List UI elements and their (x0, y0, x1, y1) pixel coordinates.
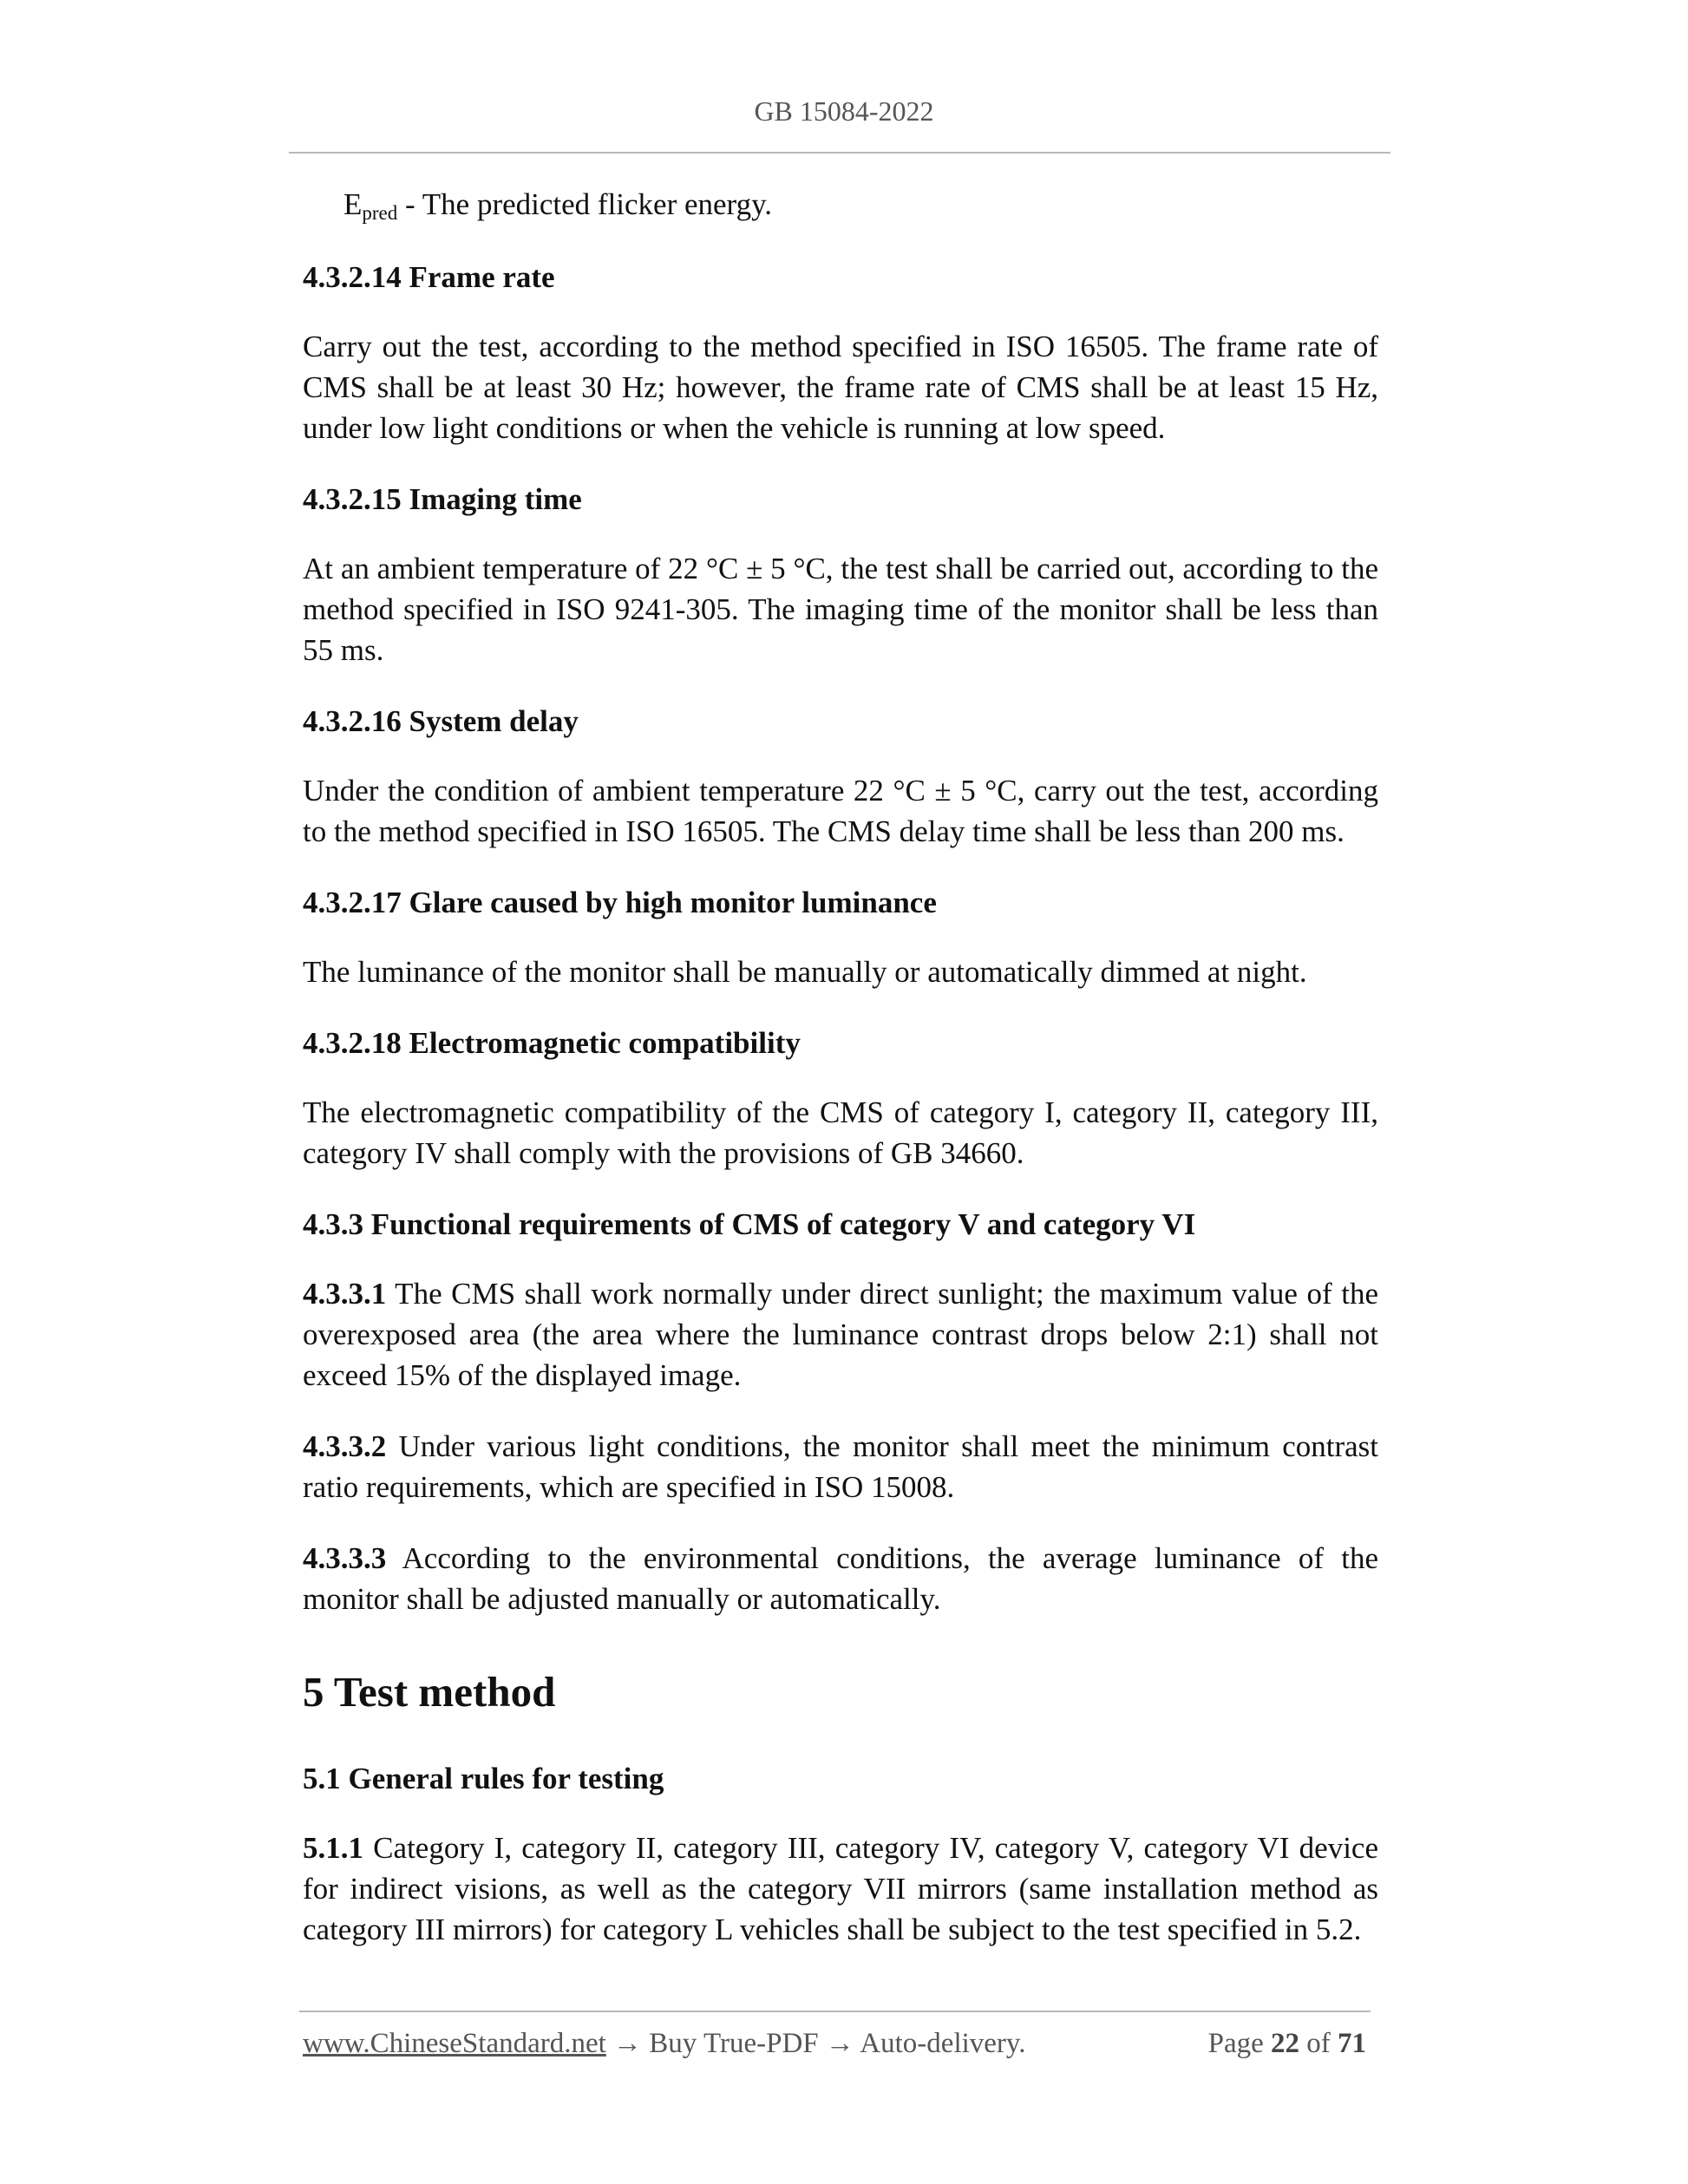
epred-subscript: pred (362, 202, 398, 224)
epred-text: - The predicted flicker energy. (397, 187, 773, 221)
footer-promo (303, 2028, 1026, 2060)
footer-divider (299, 2011, 1371, 2012)
clause-4-3-3-1 (303, 1273, 1378, 1396)
page-number (1208, 2028, 1366, 2060)
header-divider (289, 152, 1390, 154)
heading-4-3-2-17: 4.3.2.17 Glare caused by high monitor luminance (303, 886, 937, 919)
current-page: 22 (1271, 2028, 1299, 2059)
clause-number: 4.3.3.3 (303, 1541, 387, 1575)
footer-promo-text: → Buy True-PDF → Auto-delivery. (605, 2028, 1026, 2059)
page-of: of (1299, 2028, 1338, 2059)
page-header: GB 15084-2022 (754, 95, 934, 127)
clause-5-1-1 (303, 1828, 1378, 1950)
paragraph-4-3-2-18: The electromagnetic compatibility of the CMS of category I, category II, category III, category IV shall comply with the provisions of GB 34660. (303, 1095, 1378, 1170)
epred-definition (303, 184, 1378, 225)
heading-4-3-2-18: 4.3.2.18 Electromagnetic compatibility (303, 1026, 801, 1060)
heading-4-3-3: 4.3.3 Functional requirements of CMS of category V and category VI (303, 1207, 1196, 1241)
website-link[interactable]: www.ChineseStandard.net (303, 2028, 606, 2059)
paragraph-4-3-2-17: The luminance of the monitor shall be manually or automatically dimmed at night. (303, 955, 1307, 989)
paragraph-4-3-2-14: Carry out the test, according to the method specified in ISO 16505. The frame rate of CMS shall be at least 30 Hz; however, the frame rate of CMS shall be at least 15 Hz, under low light conditions or when the vehicle is running at low speed. (303, 330, 1378, 445)
page-label: Page (1207, 2028, 1271, 2059)
paragraph-4-3-2-16: Under the condition of ambient temperature 22 °C ± 5 °C, carry out the test, according to the method specified in ISO 16505. The CMS delay time shall be less than 200 ms. (303, 774, 1378, 848)
heading-5-test-method: 5 Test method (303, 1668, 556, 1716)
clause-text: Under various light conditions, the monitor shall meet the minimum contrast ratio requirements, which are specified in ISO 15008. (303, 1429, 1378, 1504)
heading-4-3-2-16: 4.3.2.16 System delay (303, 704, 579, 738)
clause-text: The CMS shall work normally under direct sunlight; the maximum value of the overexposed area (the area where the luminance contrast drops below 2:1) shall not exceed 15% of the displayed image. (303, 1277, 1378, 1392)
epred-symbol: E (343, 187, 363, 221)
clause-4-3-3-2 (303, 1426, 1378, 1507)
clause-4-3-3-3 (303, 1538, 1378, 1619)
page-footer (303, 2028, 1366, 2060)
document-body (303, 184, 1378, 1980)
clause-text: According to the environmental conditions, the average luminance of the monitor shall be adjusted manually or automatically. (303, 1541, 1378, 1616)
heading-4-3-2-14: 4.3.2.14 Frame rate (303, 260, 555, 294)
clause-number: 4.3.3.1 (303, 1277, 387, 1311)
clause-number: 5.1.1 (303, 1831, 363, 1865)
heading-4-3-2-15: 4.3.2.15 Imaging time (303, 482, 582, 516)
clause-number: 4.3.3.2 (303, 1429, 387, 1463)
paragraph-4-3-2-15: At an ambient temperature of 22 °C ± 5 °C, the test shall be carried out, according to the method specified in ISO 9241-305. The imaging time of the monitor shall be less than 55 ms. (303, 552, 1378, 667)
heading-5-1: 5.1 General rules for testing (303, 1762, 664, 1795)
clause-text: Category I, category II, category III, category IV, category V, category VI device for indirect visions, as well as the category VII mirrors (same installation method as category III mirrors) for category L vehicles shall be subject to the test specified in 5.2. (303, 1831, 1378, 1946)
total-pages: 71 (1338, 2028, 1366, 2059)
